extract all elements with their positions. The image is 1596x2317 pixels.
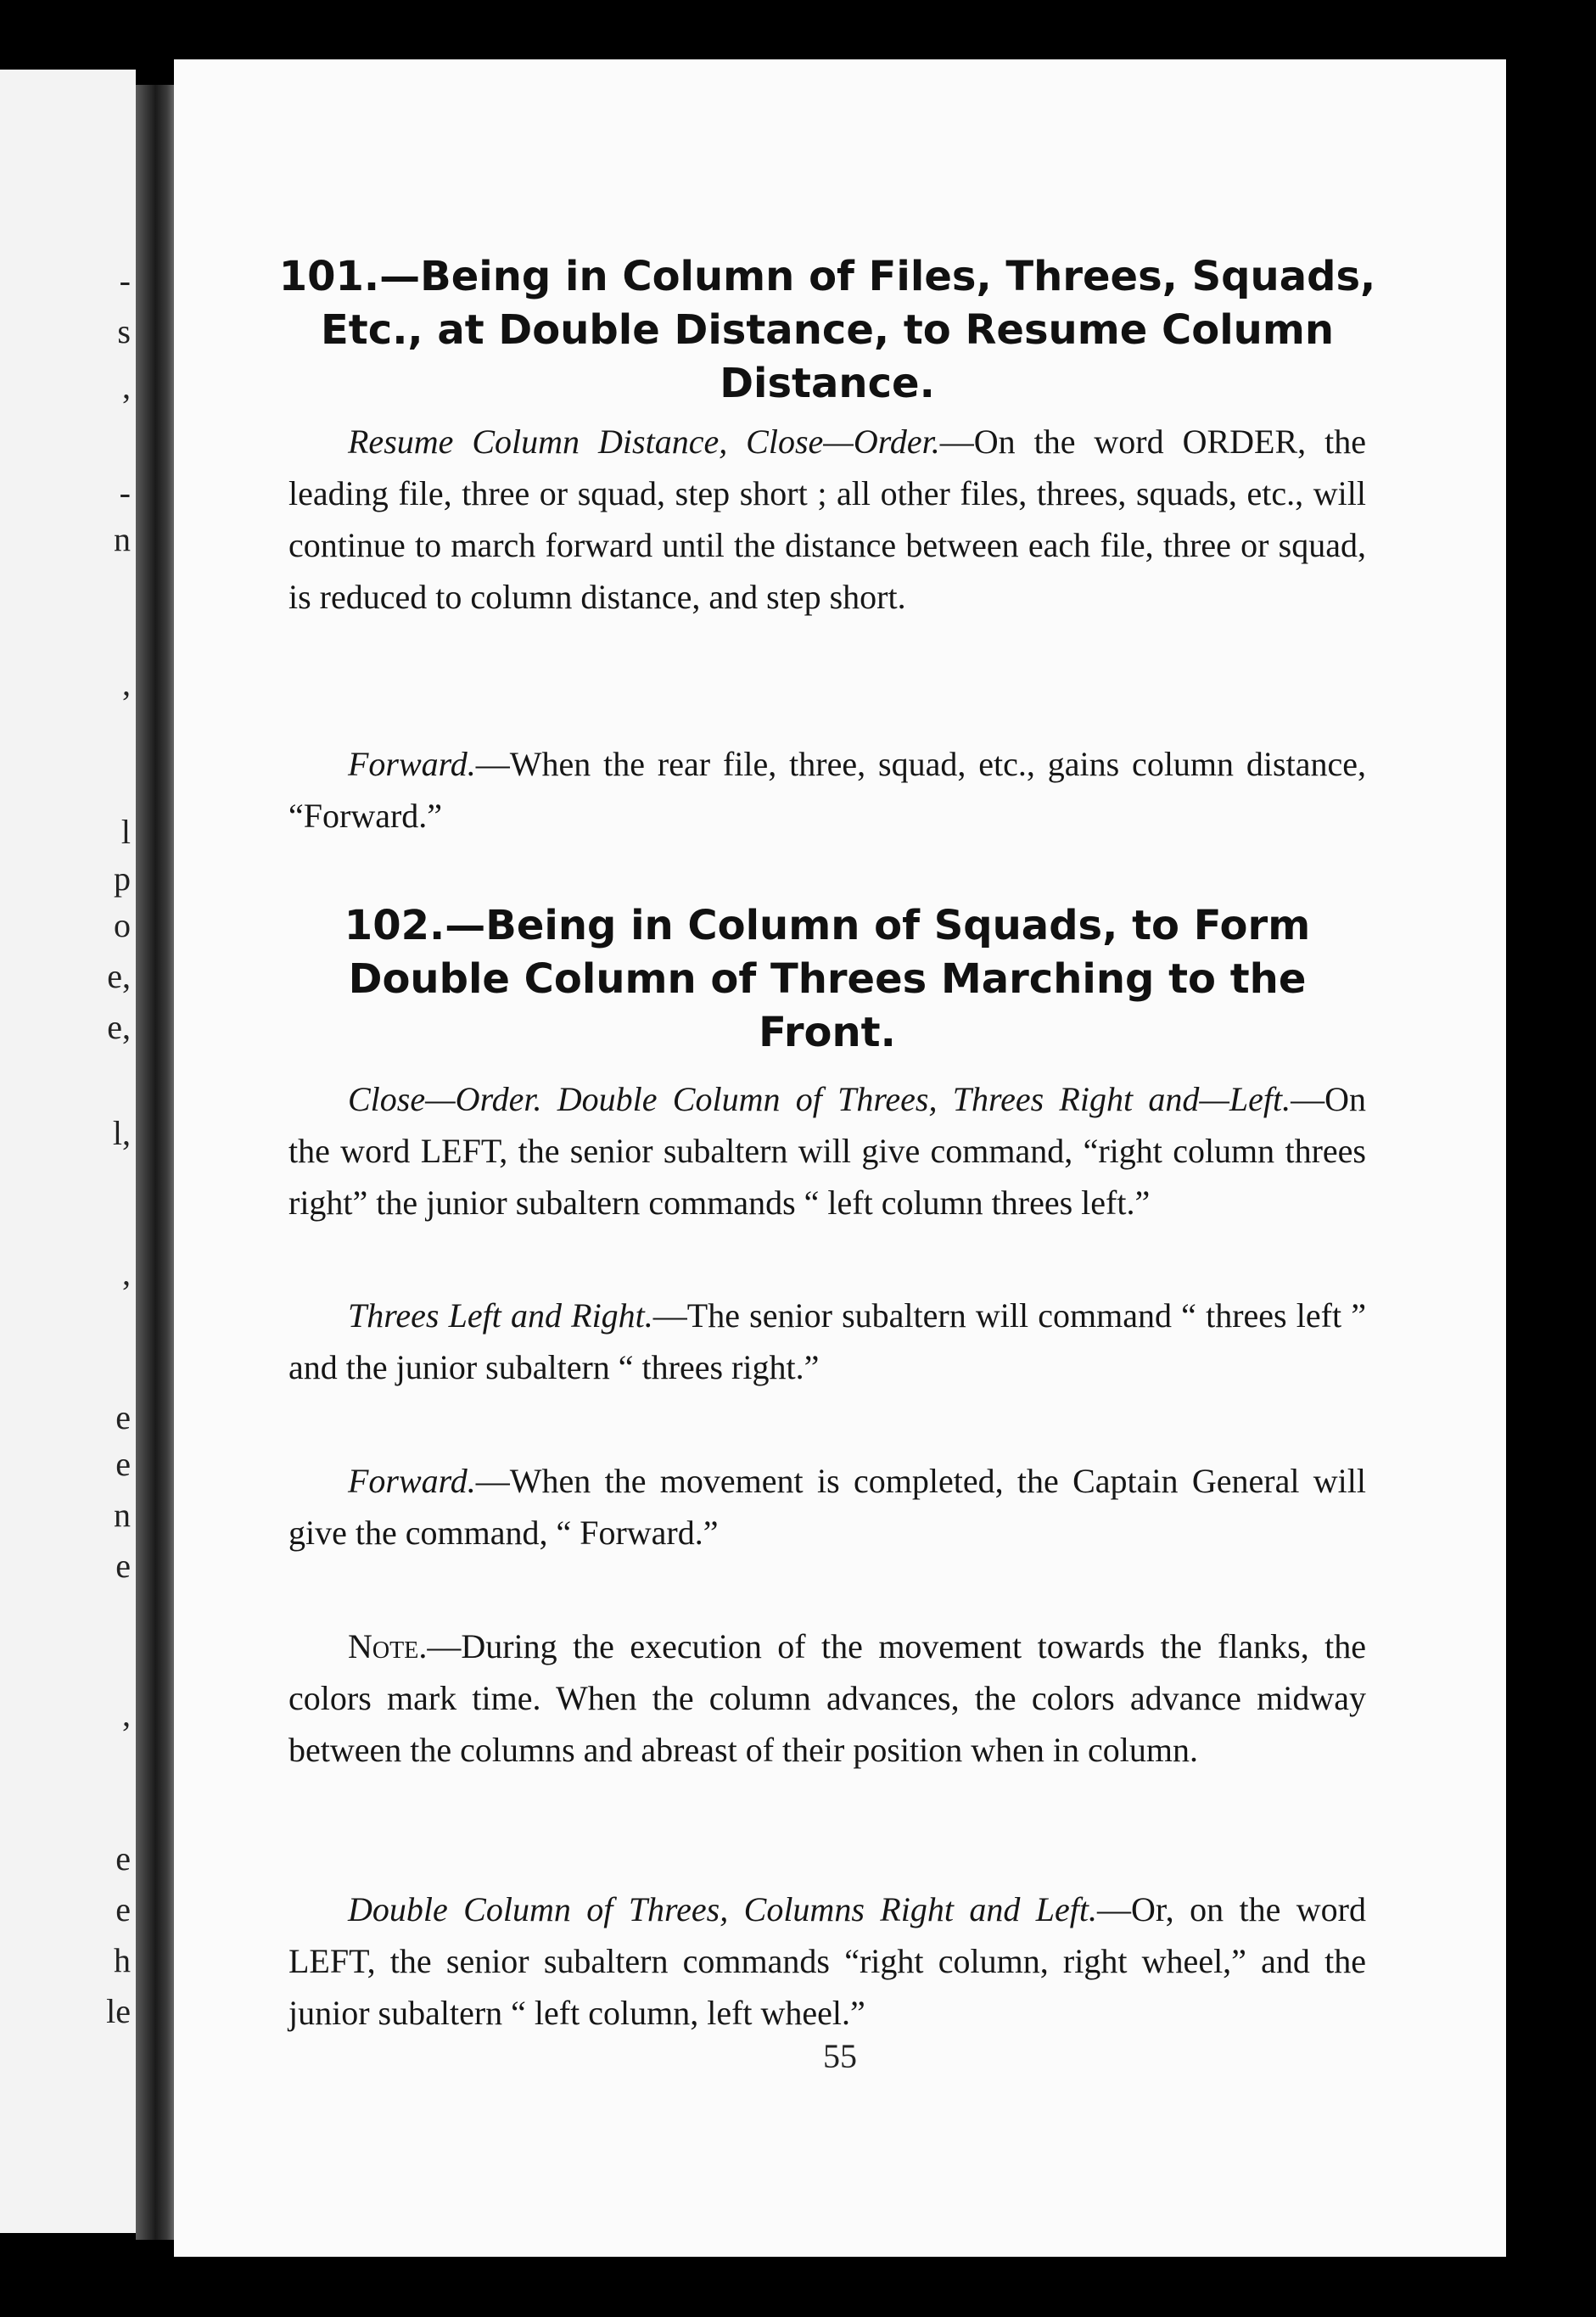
margin-letter: o — [114, 906, 131, 944]
margin-letter: e — [115, 1839, 131, 1878]
margin-letter: , — [122, 1695, 131, 1733]
paragraph-text: —When the movement is completed, the Captain General will give the command, “ Forward.” — [288, 1462, 1366, 1552]
section-102-paragraph — [288, 1883, 1366, 2039]
paragraph-text: —On the word ORDER, the leading file, three or squad, step short ; all other files, threes, squads, etc., will continue to march forward until the distance between each file, three or squad, is reduced to column distance, and step short. — [288, 423, 1366, 616]
margin-letter: l, — [112, 1114, 131, 1152]
previous-page-edge — [0, 70, 136, 2233]
margin-letter: e — [115, 1547, 131, 1585]
section-101-paragraph — [288, 738, 1366, 842]
margin-letter: l — [120, 813, 131, 851]
margin-letter: n — [114, 520, 131, 558]
section-102-note — [288, 1620, 1366, 1776]
paragraph-lead: Threes Left and Right. — [348, 1296, 653, 1335]
section-102-heading: 102.—Being in Column of Squads, to Form Double Column of Threes Marching to the Front. — [344, 902, 1311, 1056]
section-101-paragraph — [288, 416, 1366, 623]
paragraph-lead: Resume Column Distance, Close—Order. — [348, 423, 940, 461]
paragraph-lead: Double Column of Threes, Columns Right and Left. — [348, 1890, 1098, 1928]
margin-letter: , — [122, 367, 131, 406]
margin-letter: e — [115, 1398, 131, 1436]
paragraph-text: —During the execution of the movement towards the flanks, the colors mark time. When the column advances, the colors advance midway between the columns and abreast of their position when in column. — [288, 1627, 1366, 1769]
margin-letter: h — [114, 1941, 131, 1979]
section-102-paragraph — [288, 1073, 1366, 1228]
margin-letter: , — [122, 664, 131, 702]
section-102-paragraph — [288, 1455, 1366, 1559]
margin-letter: le — [106, 1992, 131, 2030]
margin-letter: s — [117, 312, 131, 350]
margin-letter: e — [115, 1445, 131, 1483]
section-101-heading: 101.—Being in Column of Files, Threes, Squads, Etc., at Double Distance, to Resume Column Distance. — [278, 253, 1376, 407]
paragraph-lead: Forward. — [348, 1462, 476, 1500]
margin-letter: , — [122, 1254, 131, 1292]
margin-letter: e, — [107, 957, 131, 995]
paragraph-text: —Or, on the word LEFT, the senior subaltern commands “right column, right wheel,” and the junior subaltern “ left column, left wheel.” — [288, 1890, 1366, 2032]
margin-letter: e, — [107, 1008, 131, 1046]
paragraph-lead: Close—Order. Double Column of Threes, Threes Right and—Left. — [348, 1080, 1291, 1118]
paragraph-lead: Forward. — [348, 745, 476, 783]
note-label: Note. — [348, 1627, 428, 1665]
paragraph-text: —On the word LEFT, the senior subaltern will give command, “right column threes right” the junior subaltern commands “ left column threes left.” — [288, 1080, 1366, 1222]
paragraph-text: —The senior subaltern will command “ threes left ” and the junior subaltern “ threes right.” — [288, 1296, 1366, 1386]
margin-letter: n — [114, 1496, 131, 1534]
book-page — [174, 59, 1506, 2257]
margin-letter: - — [119, 473, 131, 512]
page-number: 55 — [823, 2037, 857, 2075]
section-102-paragraph — [288, 1290, 1366, 1393]
margin-letter: e — [115, 1890, 131, 1928]
paragraph-text: —When the rear file, three, squad, etc., gains column distance, “Forward.” — [288, 745, 1366, 835]
margin-letter: p — [114, 859, 131, 898]
margin-letter: - — [119, 261, 131, 299]
